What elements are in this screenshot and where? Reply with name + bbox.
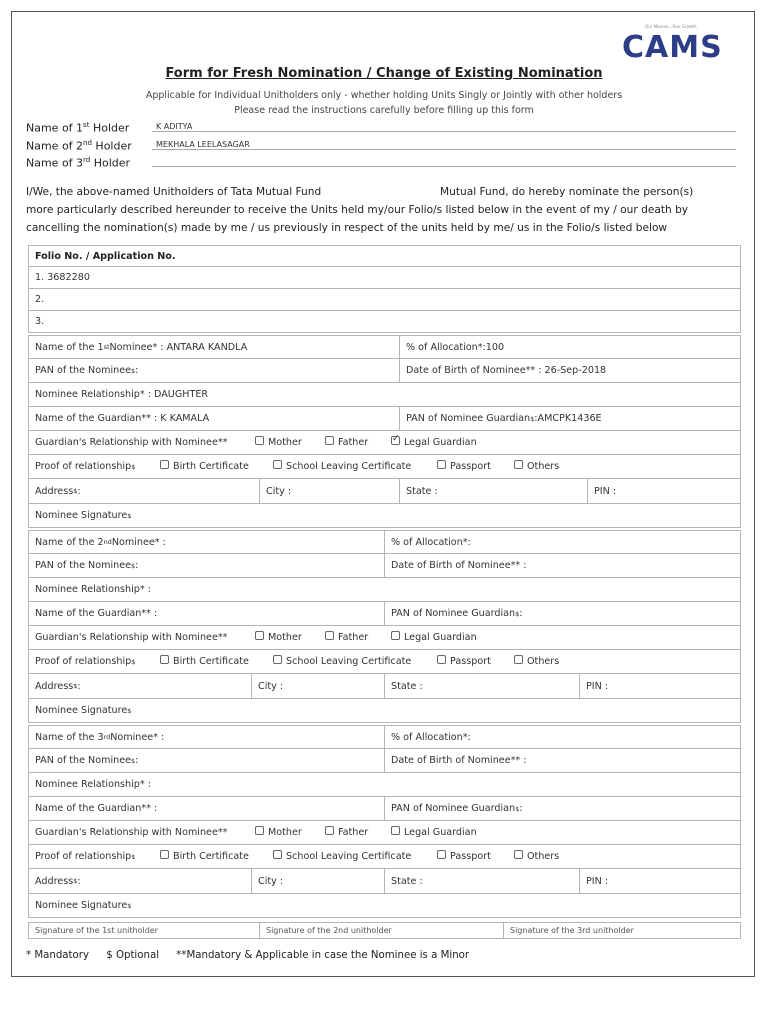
proof-row <box>28 455 741 479</box>
passport-checkbox[interactable] <box>437 850 446 859</box>
legal-guardian-checkbox[interactable] <box>391 436 400 445</box>
nominee-relationship-row <box>28 383 741 407</box>
school-leaving-option[interactable]: School Leaving Certificate <box>273 851 411 862</box>
mother-option[interactable]: Mother <box>255 632 302 643</box>
guardian-row <box>28 602 741 626</box>
pin-field[interactable]: PIN : <box>579 869 608 893</box>
address-field[interactable]: Address $ : <box>35 485 81 497</box>
holder-2-value[interactable]: MEKHALA LEELASAGAR <box>156 140 250 149</box>
holder-2-label: Name of 2nd Holder <box>26 139 132 153</box>
nominee-signature-field[interactable]: Nominee Signature $ <box>35 705 132 716</box>
guardian-relationship-row <box>28 431 741 455</box>
guardian-name-field[interactable]: Name of the Guardian** : <box>35 803 158 814</box>
logo-tagline: Our Mission...Your Growth <box>645 24 697 29</box>
guardian-name-field[interactable]: Name of the Guardian** : K KAMALA <box>35 413 210 424</box>
birth-certificate-checkbox[interactable] <box>160 850 169 859</box>
nominee-dob-field[interactable]: Date of Birth of Nominee** : 26-Sep-2018 <box>399 359 606 382</box>
nominee-signature-field[interactable]: Nominee Signature $ <box>35 900 132 911</box>
nominee-pan-row <box>28 554 741 578</box>
form-title: Form for Fresh Nomination / Change of Existing Nomination <box>165 66 603 81</box>
others-checkbox[interactable] <box>514 850 523 859</box>
nominee-pan-field[interactable]: PAN of the Nominee $ : <box>35 755 139 766</box>
others-checkbox[interactable] <box>514 460 523 469</box>
folio-row[interactable] <box>28 267 741 289</box>
nominee-pan-field[interactable]: PAN of the Nominee $ : <box>35 560 139 571</box>
birth-certificate-option[interactable]: Birth Certificate <box>160 656 249 667</box>
legend-mandatory: * Mandatory <box>26 950 89 961</box>
legend-footer <box>26 950 483 961</box>
address-row <box>28 869 741 894</box>
nominee-block-2 <box>28 530 741 725</box>
guardian-row <box>28 797 741 821</box>
nominee-name-row <box>28 335 741 359</box>
form-subtitle: Applicable for Individual Unitholders only - whether holding Units Singly or Jointly with other holders <box>145 90 623 101</box>
nominee-dob-field[interactable]: Date of Birth of Nominee** : <box>384 554 526 577</box>
folio-header-row <box>28 245 741 267</box>
folio-row-1[interactable]: 1. 3682280 <box>35 272 90 283</box>
logo-wordmark: CAMS <box>622 30 723 65</box>
guardian-relationship-label: Guardian's Relationship with Nominee** <box>35 827 228 838</box>
allocation-field[interactable]: % of Allocation*: <box>384 726 471 748</box>
guardian-row <box>28 407 741 431</box>
passport-option[interactable]: Passport <box>437 656 491 667</box>
folio-row-2[interactable]: 2. <box>35 294 45 305</box>
state-field[interactable]: State : <box>384 674 423 698</box>
father-checkbox[interactable] <box>325 631 334 640</box>
passport-option[interactable]: Passport <box>437 461 491 472</box>
proof-label: Proof of relationship $ <box>35 656 136 667</box>
legal-guardian-checkbox[interactable] <box>391 631 400 640</box>
state-field[interactable]: State : <box>384 869 423 893</box>
guardian-relationship-label: Guardian's Relationship with Nominee** <box>35 437 228 448</box>
school-leaving-checkbox[interactable] <box>273 460 282 469</box>
pin-field[interactable]: PIN : <box>587 479 616 503</box>
nominee-name-field[interactable]: Name of the 2 nd Nominee* : <box>35 536 166 548</box>
folio-row[interactable] <box>28 289 741 311</box>
father-checkbox[interactable] <box>325 436 334 445</box>
form-instructions-note: Please read the instructions carefully before filling up this form <box>234 105 534 116</box>
declaration-line-2: more particularly described hereunder to receive the Units held my/our Folio/s listed below in the event of my / our death by <box>26 204 689 216</box>
others-option[interactable]: Others <box>514 461 559 472</box>
mother-option[interactable]: Mother <box>255 827 302 838</box>
city-field[interactable]: City : <box>251 674 283 698</box>
school-leaving-option[interactable]: School Leaving Certificate <box>273 461 411 472</box>
legal-guardian-option[interactable]: Legal Guardian <box>391 827 477 838</box>
folio-row[interactable] <box>28 311 741 333</box>
school-leaving-checkbox[interactable] <box>273 655 282 664</box>
allocation-field[interactable]: % of Allocation*: <box>384 531 471 553</box>
proof-row <box>28 845 741 869</box>
mother-checkbox[interactable] <box>255 631 264 640</box>
passport-checkbox[interactable] <box>437 460 446 469</box>
nominee-signature-row <box>28 894 741 918</box>
nominee-relationship-row <box>28 773 741 797</box>
father-option[interactable]: Father <box>325 827 368 838</box>
nominee-relationship-row <box>28 578 741 602</box>
declaration-line-3: cancelling the nomination(s) made by me / us previously in respect of the units held by me/ us in the Folio/s listed below <box>26 222 668 234</box>
nominee-name-field[interactable]: Name of the 3 rd Nominee* : <box>35 731 165 743</box>
proof-label: Proof of relationship $ <box>35 851 136 862</box>
nominee-block-1 <box>28 335 741 530</box>
declaration-line-1a: I/We, the above-named Unitholders of Tata Mutual Fund <box>26 186 322 198</box>
city-field[interactable]: City : <box>251 869 283 893</box>
folio-row-3[interactable]: 3. <box>35 316 45 327</box>
folio-header: Folio No. / Application No. <box>35 250 176 262</box>
others-checkbox[interactable] <box>514 655 523 664</box>
legend-optional: $ Optional <box>106 950 160 961</box>
father-option[interactable]: Father <box>325 632 368 643</box>
guardian-relationship-row <box>28 821 741 845</box>
nominee-pan-row <box>28 749 741 773</box>
legal-guardian-checkbox[interactable] <box>391 826 400 835</box>
legal-guardian-option[interactable]: ✓ Legal Guardian <box>391 437 477 448</box>
guardian-pan-field[interactable]: PAN of Nominee Guardian $ : <box>384 797 523 820</box>
passport-option[interactable]: Passport <box>437 851 491 862</box>
father-checkbox[interactable] <box>325 826 334 835</box>
unitholder-signature-row <box>28 922 741 939</box>
state-field[interactable]: State : <box>399 479 438 503</box>
guardian-relationship-row <box>28 626 741 650</box>
nominee-name-field[interactable]: Name of the 1 st Nominee* : ANTARA KANDLA <box>35 341 248 353</box>
birth-certificate-checkbox[interactable] <box>160 655 169 664</box>
signature-unitholder-3[interactable]: Signature of the 3rd unitholder <box>503 923 634 938</box>
guardian-relationship-label: Guardian's Relationship with Nominee** <box>35 632 228 643</box>
nominee-relationship-field[interactable]: Nominee Relationship* : DAUGHTER <box>35 389 209 400</box>
address-row <box>28 674 741 699</box>
nominee-pan-row <box>28 359 741 383</box>
declaration-line-1b: Mutual Fund, do hereby nominate the person(s) <box>440 186 694 198</box>
holder-1-value[interactable]: K ADITYA <box>156 122 193 131</box>
nomination-grid <box>28 245 741 939</box>
father-option[interactable]: Father <box>325 437 368 448</box>
address-field[interactable]: Address $ : <box>35 680 81 692</box>
signature-unitholder-1[interactable]: Signature of the 1st unitholder <box>35 926 158 935</box>
allocation-field[interactable]: % of Allocation*:100 <box>399 336 504 358</box>
mother-checkbox[interactable] <box>255 826 264 835</box>
nominee-dob-field[interactable]: Date of Birth of Nominee** : <box>384 749 526 772</box>
holder-2-line <box>152 149 736 150</box>
address-field[interactable]: Address $ : <box>35 875 81 887</box>
birth-certificate-checkbox[interactable] <box>160 460 169 469</box>
birth-certificate-option[interactable]: Birth Certificate <box>160 461 249 472</box>
signature-unitholder-2[interactable]: Signature of the 2nd unitholder <box>259 923 392 938</box>
legend-minor: **Mandatory & Applicable in case the Nominee is a Minor <box>176 950 470 961</box>
holder-3-line <box>152 166 736 167</box>
guardian-pan-field[interactable]: PAN of Nominee Guardian $ :AMCPK1436E <box>399 407 602 430</box>
proof-row <box>28 650 741 674</box>
others-option[interactable]: Others <box>514 851 559 862</box>
holder-1-line <box>152 131 736 132</box>
nominee-name-row <box>28 530 741 554</box>
nominee-relationship-field[interactable]: Nominee Relationship* : <box>35 779 151 790</box>
school-leaving-checkbox[interactable] <box>273 850 282 859</box>
guardian-pan-field[interactable]: PAN of Nominee Guardian $ : <box>384 602 523 625</box>
nominee-block-3 <box>28 725 741 920</box>
holder-3-label: Name of 3rd Holder <box>26 156 131 170</box>
mother-checkbox[interactable] <box>255 436 264 445</box>
guardian-name-field[interactable]: Name of the Guardian** : <box>35 608 158 619</box>
address-row <box>28 479 741 504</box>
nominee-name-row <box>28 725 741 749</box>
school-leaving-option[interactable]: School Leaving Certificate <box>273 656 411 667</box>
birth-certificate-option[interactable]: Birth Certificate <box>160 851 249 862</box>
others-option[interactable]: Others <box>514 656 559 667</box>
mother-option[interactable]: Mother <box>255 437 302 448</box>
proof-label: Proof of relationship $ <box>35 461 136 472</box>
passport-checkbox[interactable] <box>437 655 446 664</box>
pin-field[interactable]: PIN : <box>579 674 608 698</box>
declaration-line-1 <box>26 183 746 201</box>
nominee-signature-field[interactable]: Nominee Signature $ <box>35 510 132 521</box>
nominee-relationship-field[interactable]: Nominee Relationship* : <box>35 584 151 595</box>
legal-guardian-option[interactable]: Legal Guardian <box>391 632 477 643</box>
holder-1-label: Name of 1st Holder <box>26 121 130 135</box>
nominee-signature-row <box>28 504 741 528</box>
city-field[interactable]: City : <box>259 479 291 503</box>
nominee-pan-field[interactable]: PAN of the Nominee $ : <box>35 365 139 376</box>
nominee-signature-row <box>28 699 741 723</box>
